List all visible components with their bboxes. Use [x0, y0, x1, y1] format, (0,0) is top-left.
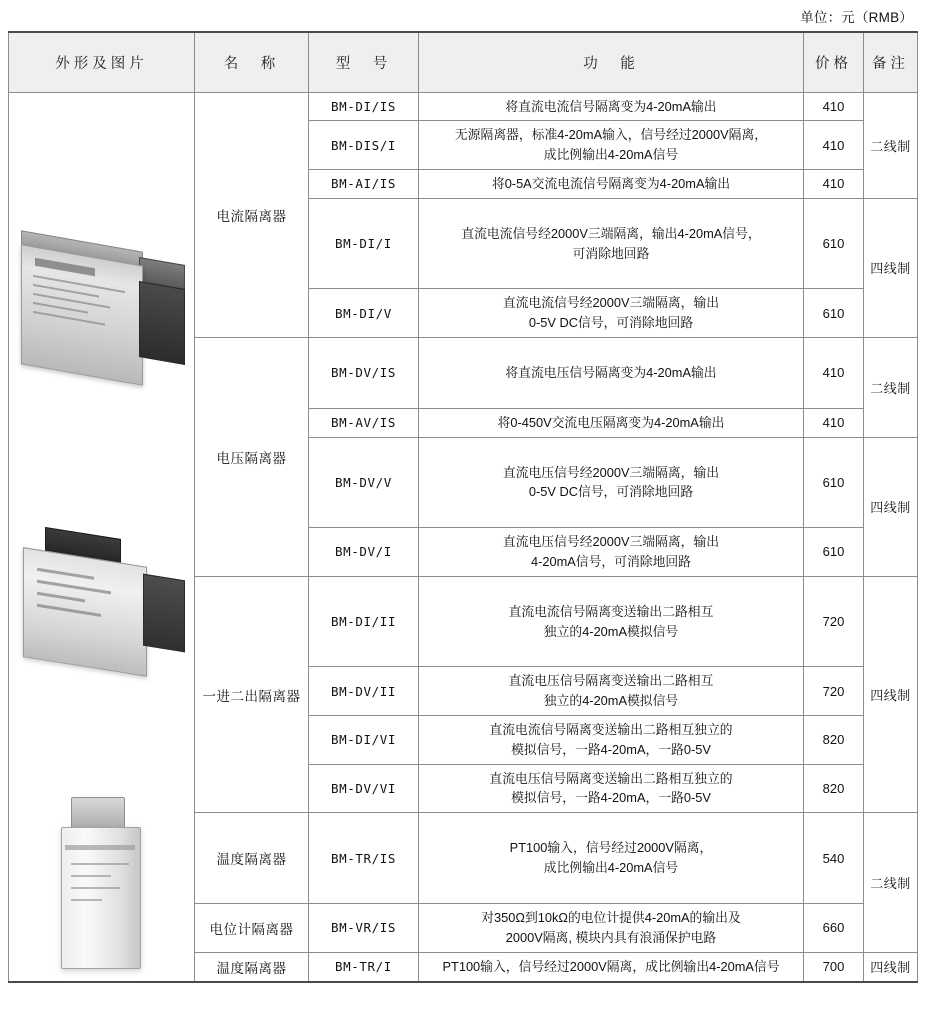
product-category-name: 电流隔离器 — [195, 92, 309, 338]
function-line: 模拟信号，一路4-20mA，一路0-5V — [511, 790, 711, 806]
function-line: 将0-5A交流电流信号隔离变为4-20mA输出 — [491, 175, 731, 191]
product-model: BM-DV/V — [309, 437, 419, 528]
product-photo-voltage-isolator — [17, 517, 187, 677]
product-function — [419, 764, 804, 813]
product-price: 410 — [804, 338, 864, 409]
product-price: 410 — [804, 121, 864, 170]
product-category-name: 电位计隔离器 — [195, 903, 309, 952]
function-line: 0-5V DC信号，可消除地回路 — [528, 484, 694, 500]
product-note: 四线制 — [864, 576, 918, 813]
table-header-row — [9, 32, 918, 92]
column-header-model: 型 号 — [309, 32, 419, 92]
product-model: BM-AV/IS — [309, 408, 419, 437]
product-note: 四线制 — [864, 437, 918, 576]
product-function — [419, 528, 804, 577]
product-note: 二线制 — [864, 92, 918, 198]
product-note: 四线制 — [864, 198, 918, 337]
product-category-name: 一进二出隔离器 — [195, 576, 309, 813]
function-line: 可消除地回路 — [572, 245, 650, 261]
table-body — [9, 92, 918, 982]
function-line: 独立的4-20mA模拟信号 — [543, 693, 679, 709]
product-function — [419, 952, 804, 982]
function-line: 独立的4-20mA模拟信号 — [543, 623, 679, 639]
product-note: 四线制 — [864, 952, 918, 982]
function-line: 直流电压信号经2000V三端隔离，输出 — [502, 464, 720, 480]
product-function — [419, 198, 804, 289]
product-price: 610 — [804, 528, 864, 577]
product-category-name: 温度隔离器 — [195, 952, 309, 982]
product-model: BM-DV/II — [309, 667, 419, 716]
product-model: BM-TR/I — [309, 952, 419, 982]
column-header-price: 价格 — [804, 32, 864, 92]
product-function — [419, 338, 804, 409]
function-line: 直流电流信号经2000V三端隔离，输出4-20mA信号， — [461, 225, 761, 241]
function-line: 将0-450V交流电压隔离变为4-20mA输出 — [497, 414, 725, 430]
function-line: 直流电压信号隔离变送输出二路相互独立的 — [489, 770, 733, 786]
product-model: BM-DV/VI — [309, 764, 419, 813]
function-line: 将直流电压信号隔离变为4-20mA输出 — [505, 364, 717, 380]
product-price: 410 — [804, 92, 864, 121]
product-price: 820 — [804, 715, 864, 764]
column-header-image: 外形及图片 — [9, 32, 195, 92]
product-function — [419, 289, 804, 338]
product-function — [419, 576, 804, 667]
product-category-name: 温度隔离器 — [195, 813, 309, 904]
product-price: 610 — [804, 198, 864, 289]
function-line: 2000V隔离, 模块内具有浪涌保护电路 — [505, 929, 717, 945]
function-line: 成比例输出4-20mA信号 — [543, 147, 679, 163]
product-model: BM-AI/IS — [309, 169, 419, 198]
unit-note: 单位：元（RMB） — [800, 10, 913, 25]
product-model: BM-DI/V — [309, 289, 419, 338]
function-line: 直流电流信号隔离变送输出二路相互 — [508, 603, 714, 619]
product-price: 720 — [804, 576, 864, 667]
product-photo-temperature-isolator — [27, 787, 177, 972]
product-function — [419, 715, 804, 764]
product-price: 720 — [804, 667, 864, 716]
product-function — [419, 121, 804, 170]
function-line: 直流电压信号经2000V三端隔离，输出 — [502, 534, 720, 550]
function-line: 4-20mA信号，可消除地回路 — [531, 553, 691, 569]
product-function — [419, 437, 804, 528]
product-category-name: 电压隔离器 — [195, 338, 309, 577]
product-model: BM-DI/I — [309, 198, 419, 289]
product-price: 540 — [804, 813, 864, 904]
product-price: 610 — [804, 289, 864, 338]
function-line: PT100输入，信号经过2000V隔离，成比例输出4-20mA信号 — [442, 958, 780, 974]
product-model: BM-DV/I — [309, 528, 419, 577]
product-price: 410 — [804, 169, 864, 198]
column-header-note: 备注 — [864, 32, 918, 92]
function-line: PT100输入，信号经过2000V隔离， — [509, 840, 713, 856]
product-model: BM-DI/II — [309, 576, 419, 667]
product-photo-current-isolator — [17, 237, 187, 387]
product-model: BM-VR/IS — [309, 903, 419, 952]
product-model: BM-DI/VI — [309, 715, 419, 764]
function-line: 对350Ω到10kΩ的电位计提供4-20mA的输出及 — [481, 909, 741, 925]
product-price: 820 — [804, 764, 864, 813]
table-row — [9, 92, 918, 121]
column-header-function: 功 能 — [419, 32, 804, 92]
function-line: 直流电流信号隔离变送输出二路相互独立的 — [489, 721, 733, 737]
function-line: 0-5V DC信号，可消除地回路 — [528, 315, 694, 331]
product-model: BM-TR/IS — [309, 813, 419, 904]
product-model: BM-DV/IS — [309, 338, 419, 409]
product-price: 700 — [804, 952, 864, 982]
product-function — [419, 813, 804, 904]
function-line: 成比例输出4-20mA信号 — [543, 860, 679, 876]
product-model: BM-DI/IS — [309, 92, 419, 121]
table-header — [9, 32, 918, 92]
product-price: 610 — [804, 437, 864, 528]
product-note: 二线制 — [864, 813, 918, 952]
product-model: BM-DIS/I — [309, 121, 419, 170]
function-line: 直流电压信号隔离变送输出二路相互 — [508, 673, 714, 689]
product-note: 二线制 — [864, 338, 918, 438]
product-image-cell — [9, 92, 195, 982]
product-function — [419, 903, 804, 952]
product-price: 660 — [804, 903, 864, 952]
product-function — [419, 92, 804, 121]
product-function — [419, 169, 804, 198]
product-image-stack — [15, 97, 188, 977]
function-line: 模拟信号，一路4-20mA，一路0-5V — [511, 741, 711, 757]
product-price: 410 — [804, 408, 864, 437]
function-line: 直流电流信号经2000V三端隔离，输出 — [502, 295, 720, 311]
product-function — [419, 667, 804, 716]
function-line: 将直流电流信号隔离变为4-20mA输出 — [505, 98, 717, 114]
function-line: 无源隔离器，标准4-20mA输入，信号经过2000V隔离， — [454, 127, 768, 143]
product-price-table — [8, 31, 918, 983]
product-function — [419, 408, 804, 437]
column-header-name: 名 称 — [195, 32, 309, 92]
